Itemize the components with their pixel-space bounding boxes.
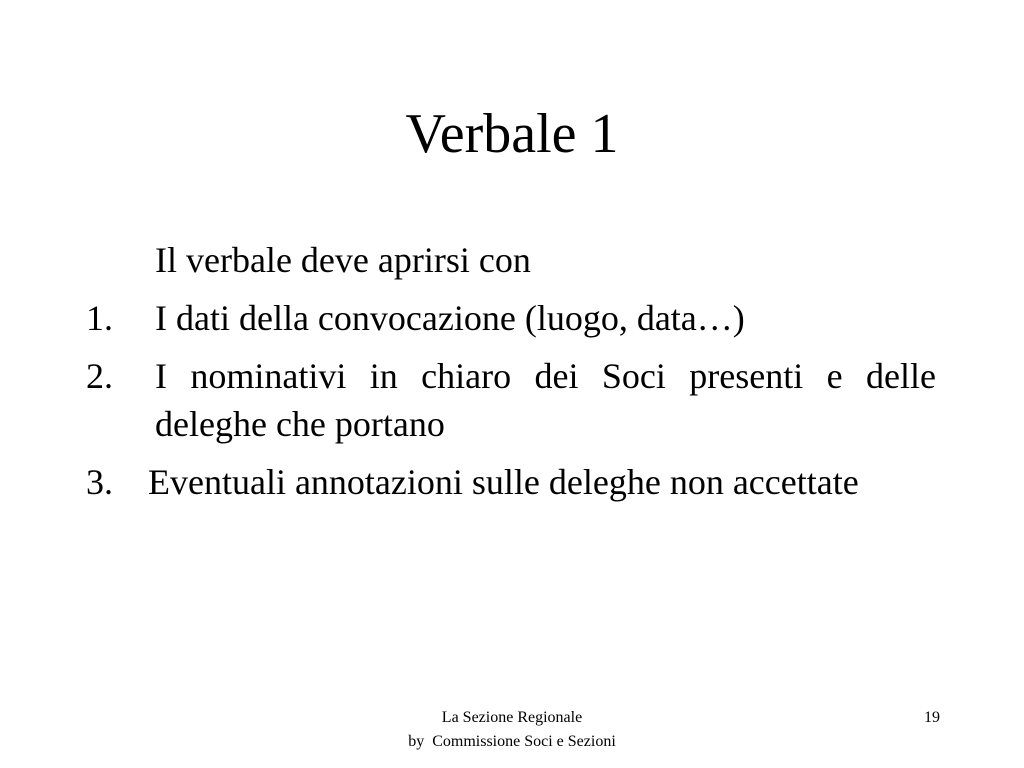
intro-text: Il verbale deve aprirsi con [155,240,531,280]
footer-credits [0,706,1024,754]
page-number: 19 [924,709,940,726]
list-item-text: Eventuali annotazioni sulle deleghe non accettate [148,462,859,502]
slide-content [86,236,936,516]
footer-line-1: La Sezione Regionale [441,709,583,726]
slide-title: Verbale 1 [405,103,619,165]
list-item [86,294,936,342]
list-item-text: I nominativi in chiaro dei Soci presenti e delle deleghe che portano [155,356,936,444]
list-item-number: 1. [86,298,113,338]
footer-line-2: by Commissione Soci e Sezioni [408,733,616,750]
list-item [86,352,936,448]
list-item [86,458,936,506]
list-item-number: 3. [86,462,113,502]
list-item-number: 2. [86,356,113,396]
list-item-text: I dati della convocazione (luogo, data…) [155,298,745,338]
